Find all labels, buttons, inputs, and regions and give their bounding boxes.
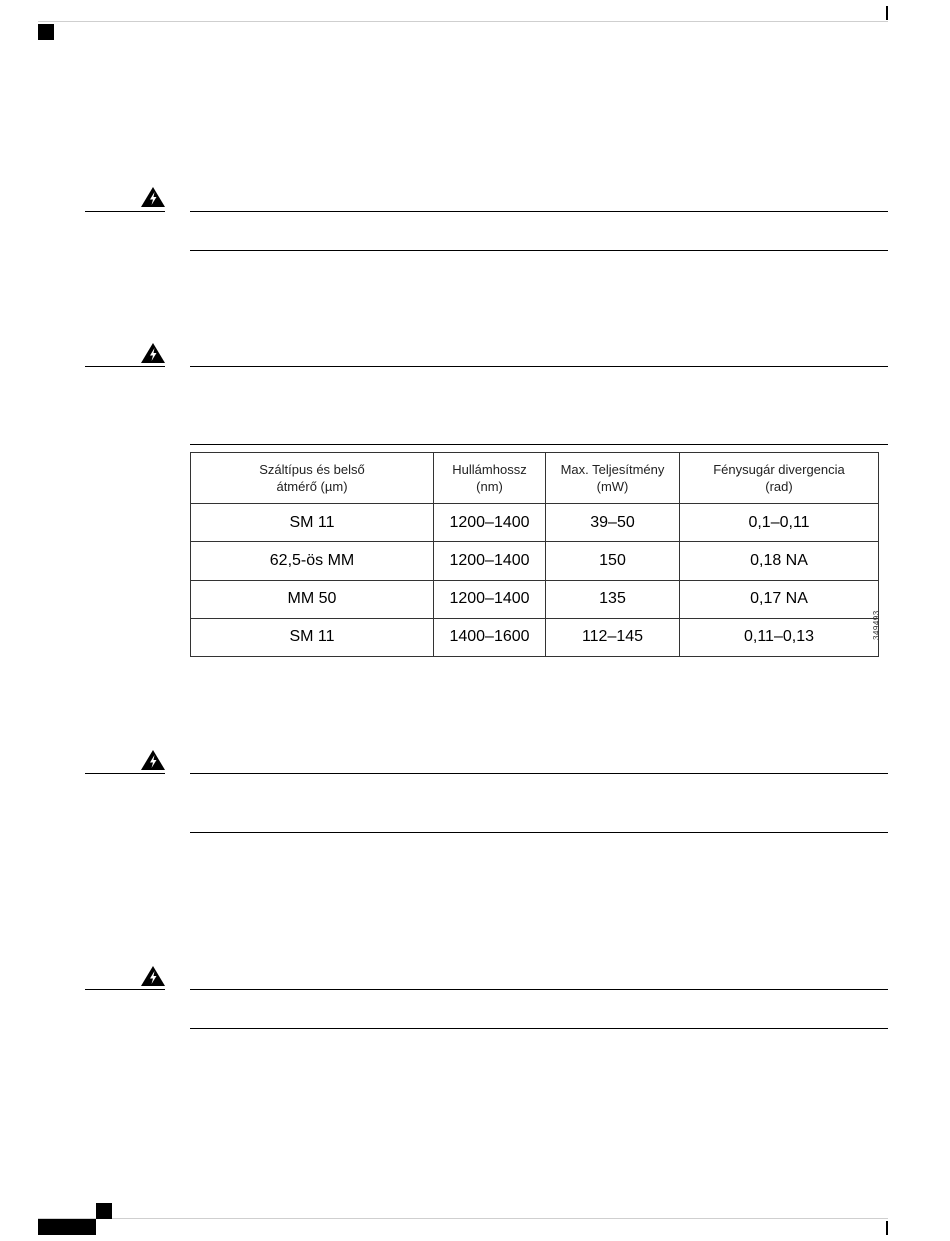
header-wavelength — [434, 453, 546, 504]
table-cell: MM 50 — [191, 580, 434, 618]
fiber-laser-table-figure — [190, 452, 878, 657]
header-line: (mW) — [596, 479, 629, 495]
table-cell: 0,1–0,11 — [680, 504, 879, 542]
footer-bar — [38, 1219, 96, 1235]
header-line: Max. Teljesítmény — [560, 462, 665, 478]
warning-rule-left — [85, 773, 165, 774]
warning-icon — [140, 965, 166, 987]
header-rule — [38, 21, 888, 22]
header-line: Fénysugár divergencia — [713, 462, 845, 478]
header-line: Hullámhossz — [452, 462, 527, 478]
footer-marker — [96, 1203, 112, 1219]
table-row — [191, 504, 879, 542]
warning-icon — [140, 186, 166, 208]
table-cell: SM 11 — [191, 504, 434, 542]
header-fiber-type — [191, 453, 434, 504]
table-cell: 135 — [546, 580, 680, 618]
fiber-laser-table — [190, 452, 879, 657]
footer-tick — [886, 1221, 888, 1235]
table-cell: 1200–1400 — [434, 580, 546, 618]
table-cell: 0,11–0,13 — [680, 618, 879, 656]
header-line: (nm) — [476, 479, 503, 495]
table-cell: 62,5-ös MM — [191, 542, 434, 580]
table-row — [191, 618, 879, 656]
warning-rule-left — [85, 989, 165, 990]
header-max-power — [546, 453, 680, 504]
warning-rule-bottom — [190, 444, 888, 445]
warning-rule-left — [85, 211, 165, 212]
table-cell: 0,18 NA — [680, 542, 879, 580]
table-cell: 1200–1400 — [434, 542, 546, 580]
header-line: Száltípus és belső — [259, 462, 365, 478]
warning-rule-bottom — [190, 832, 888, 833]
header-line: (rad) — [765, 479, 793, 495]
header-marker — [38, 24, 54, 40]
table-cell: 1200–1400 — [434, 504, 546, 542]
table-row — [191, 580, 879, 618]
table-cell: SM 11 — [191, 618, 434, 656]
table-row — [191, 542, 879, 580]
figure-id-label: 349493 — [872, 610, 881, 640]
table-cell: 0,17 NA — [680, 580, 879, 618]
warning-icon — [140, 342, 166, 364]
table-cell: 112–145 — [546, 618, 680, 656]
warning-rule-top — [190, 211, 888, 212]
warning-rule-bottom — [190, 1028, 888, 1029]
footer-rule — [38, 1218, 888, 1219]
table-cell: 39–50 — [546, 504, 680, 542]
warning-icon — [140, 749, 166, 771]
header-tick — [886, 6, 888, 20]
warning-rule-bottom — [190, 250, 888, 251]
warning-rule-left — [85, 366, 165, 367]
table-cell: 150 — [546, 542, 680, 580]
table-header-row — [191, 453, 879, 504]
header-line: átmérő (µm) — [276, 479, 348, 495]
warning-rule-top — [190, 366, 888, 367]
table-cell: 1400–1600 — [434, 618, 546, 656]
warning-rule-top — [190, 773, 888, 774]
warning-rule-top — [190, 989, 888, 990]
header-beam-divergence — [680, 453, 879, 504]
